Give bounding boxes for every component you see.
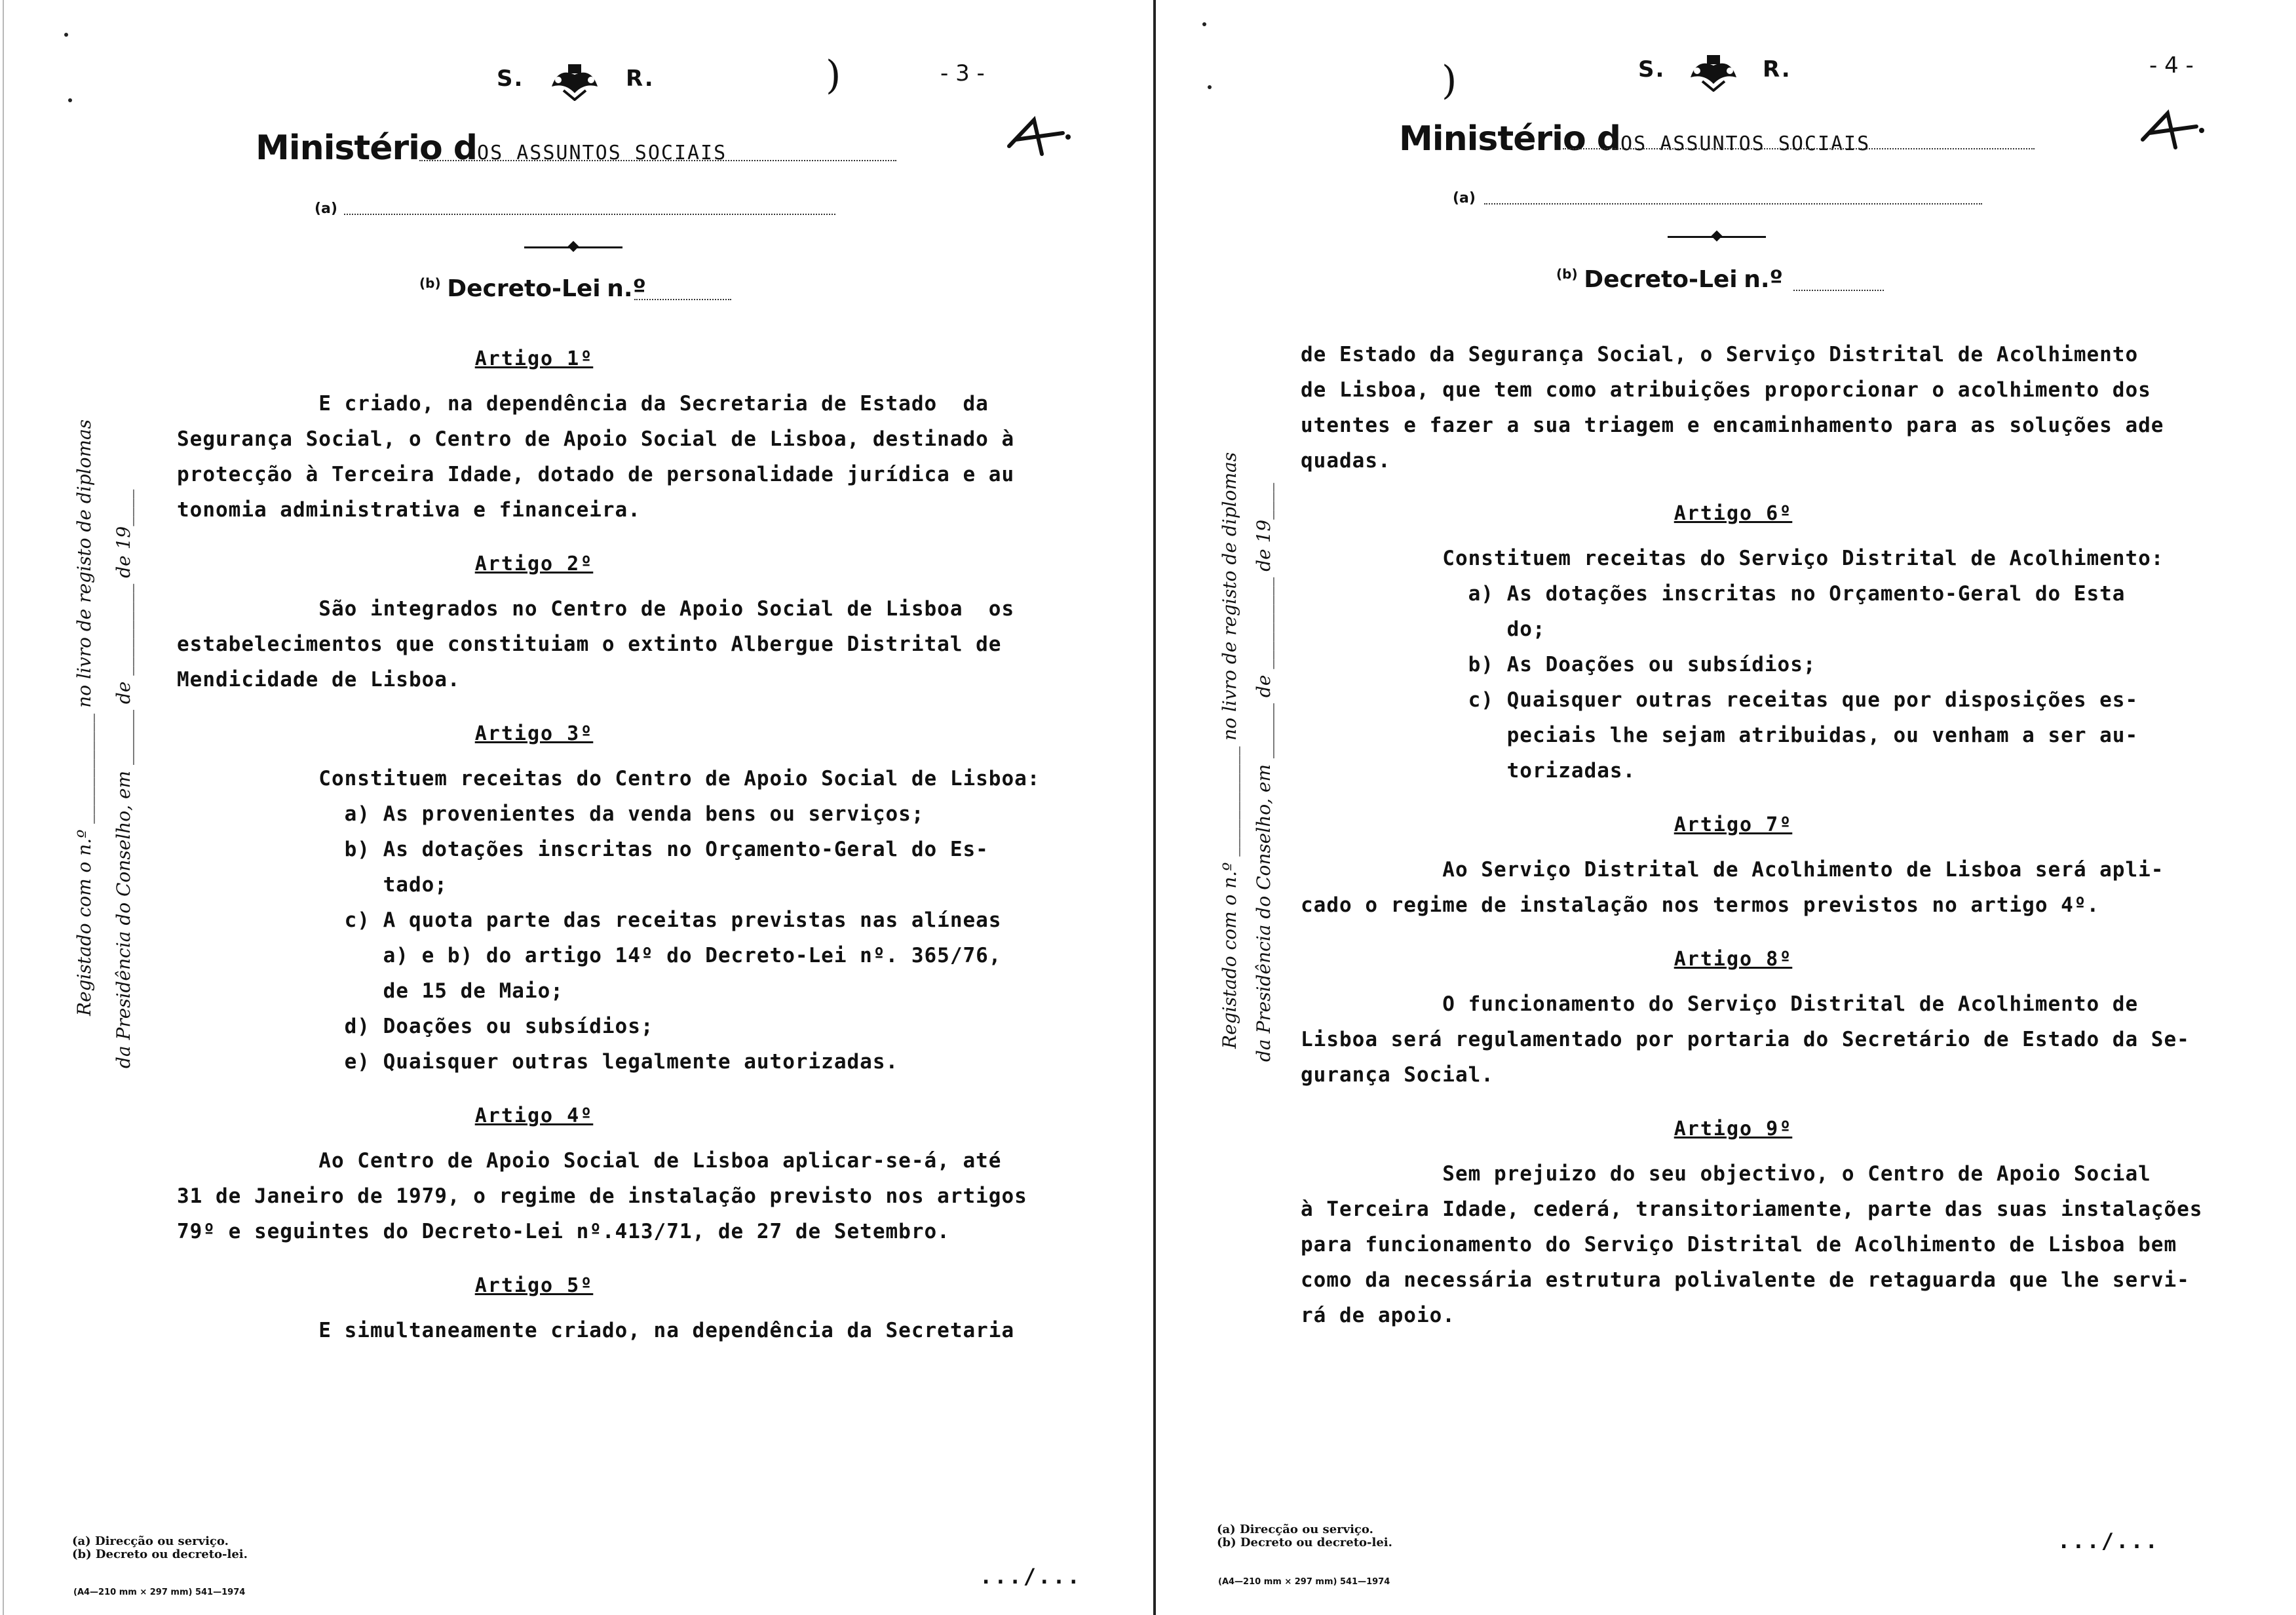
header-left-letter: S.	[497, 66, 524, 92]
decreto-line	[419, 275, 646, 302]
handwritten-mark-icon	[1003, 115, 1075, 161]
decreto-footnote-ref: (b)	[1556, 266, 1578, 282]
page-number: - 4 -	[2149, 52, 2194, 79]
header-right-letter: R.	[1763, 56, 1791, 83]
page-fold	[1153, 0, 1156, 1615]
article-body: Sem prejuizo do seu objectivo, o Centro de Apoio Social à Terceira Idade, cederá, transitoriamente, parte das suas instalações para funcionamento do Serviço Distrital de Acolhimento de Lisboa bem como da necessária estrutura polivalente de retaguarda que lhe servi- rá de apoio.	[1301, 1162, 2203, 1327]
page-number: - 3 -	[940, 60, 985, 87]
article-title: Artigo 6º	[1674, 502, 1793, 525]
article-body: Ao Centro de Apoio Social de Lisboa aplicar-se-á, até 31 de Janeiro de 1979, o regime de instalação previsto nos artigos 79º e seguintes do Decreto-Lei nº.413/71, de 27 de Setembro.	[177, 1149, 1027, 1243]
ministry-name: OS ASSUNTOS SOCIAIS	[1620, 132, 1871, 155]
field-a-label: (a)	[315, 201, 337, 217]
article-title: Artigo 2º	[474, 553, 594, 575]
handwritten-paren: )	[1442, 58, 1457, 104]
ministry-heading	[1399, 119, 1870, 159]
coat-of-arms-icon	[1684, 51, 1743, 92]
form-code: (A4—210 mm × 297 mm) 541—1974	[73, 1587, 246, 1597]
footnotes	[72, 1535, 248, 1561]
handwritten-mark-icon	[2136, 108, 2208, 154]
handwritten-paren: )	[826, 52, 841, 98]
article-body: E simultaneamente criado, na dependência da Secretaria	[177, 1319, 1015, 1342]
footnote-a: (a) Direcção ou serviço.	[1217, 1523, 1373, 1536]
article-title: Artigo 5º	[474, 1274, 594, 1297]
section-divider	[524, 246, 622, 248]
article-title: Artigo 8º	[1674, 948, 1793, 971]
continuation-mark: .../...	[980, 1564, 1082, 1589]
article-body: Ao Serviço Distrital de Acolhimento de Lisboa será apli- cado o regime de instalação nos termos previstos no artigo 4º.	[1301, 858, 2164, 917]
decreto-number-line	[1793, 290, 1884, 291]
field-a-label: (a)	[1453, 190, 1476, 206]
margin-registration-line: Registado com o n.º ____________ no livro de registo de diplomas	[1219, 452, 1240, 1049]
footnote-b: (b) Decreto ou decreto-lei.	[72, 1547, 248, 1561]
field-a-line	[1484, 203, 1982, 204]
document-page-4	[1163, 0, 2296, 1615]
ministry-prefix: Ministério d	[256, 128, 478, 168]
ministry-name: OS ASSUNTOS SOCIAIS	[477, 142, 727, 165]
coat-of-arms-icon	[545, 60, 604, 101]
decreto-number-line	[634, 299, 731, 300]
margin-presidency-line: da Presidência do Conselho, em ______ de __________ de 19____	[113, 489, 134, 1068]
article-title: Artigo 1º	[474, 347, 594, 370]
continuation-mark: .../...	[2057, 1528, 2160, 1553]
ministry-dotted-line	[419, 160, 896, 161]
footnote-a: (a) Direcção ou serviço.	[72, 1534, 229, 1548]
section-divider	[1668, 236, 1766, 238]
article-body: E criado, na dependência da Secretaria de Estado da Segurança Social, o Centro de Apoio Social de Lisboa, destinado à protecção à Terceira Idade, dotado de personalidade jurídica e au tonomia administrativa e financeira.	[177, 392, 1015, 522]
decreto-footnote-ref: (b)	[419, 275, 441, 291]
article-title: Artigo 7º	[1674, 813, 1793, 836]
scan-speck	[68, 98, 72, 102]
scan-speck	[1202, 22, 1206, 26]
scan-edge	[3, 0, 4, 1615]
footnote-b: (b) Decreto ou decreto-lei.	[1217, 1536, 1392, 1549]
ministry-prefix: Ministério d	[1399, 119, 1621, 159]
form-code: (A4—210 mm × 297 mm) 541—1974	[1218, 1577, 1390, 1587]
scan-speck	[64, 33, 68, 37]
articles-block	[1301, 337, 2284, 1333]
articles-block	[177, 347, 1140, 1348]
header-left-letter: S.	[1638, 56, 1666, 83]
decreto-number-label: n.º	[1744, 266, 1783, 293]
article-title: Artigo 3º	[474, 722, 594, 745]
decreto-label: Decreto-Lei	[447, 275, 601, 302]
decreto-label: Decreto-Lei	[1584, 266, 1738, 293]
margin-registration-line: Registado com o n.º ____________ no livro de registo de diplomas	[73, 419, 95, 1016]
scan-speck	[1208, 85, 1212, 89]
field-a-line	[344, 214, 835, 215]
article-body: Constituem receitas do Centro de Apoio Social de Lisboa: a) As provenientes da venda bens ou serviços; b) As dotações inscritas no Orçamento-Geral do Es- tado; c) A quota parte das receitas previstas nas alíneas a) e b) do artigo 14º do Decreto-Lei nº. 365/76, de 15 de Maio; d) Doações ou subsídios; e) Quaisquer outras legalmente autorizadas.	[318, 767, 1041, 1074]
header-right-letter: R.	[626, 66, 655, 92]
decreto-line	[1556, 266, 1783, 293]
article-title: Artigo 4º	[474, 1104, 594, 1127]
article-body: São integrados no Centro de Apoio Social de Lisboa os estabelecimentos que constituiam o extinto Albergue Distrital de Mendicidade de Lisboa.	[177, 597, 1015, 691]
continued-text: de Estado da Segurança Social, o Serviço Distrital de Acolhimento de Lisboa, que tem como atribuições proporcionar o acolhimento dos utentes e fazer a sua triagem e encaminhamento para as soluções ade quadas.	[1301, 343, 2164, 473]
decreto-number-label: n.º	[607, 275, 646, 302]
article-body: Constituem receitas do Serviço Distrital de Acolhimento: a) As dotações inscritas no Orçamento-Geral do Esta do; b) As Doações ou subsídios; c) Quaisquer outras receitas que por disposições es- peciais lhe sejam atribuidas, ou venham a ser au- torizadas.	[1442, 547, 2164, 783]
footnotes	[1217, 1523, 1392, 1549]
margin-presidency-line: da Presidência do Conselho, em ______ de __________ de 19____	[1253, 482, 1274, 1062]
article-body: O funcionamento do Serviço Distrital de Acolhimento de Lisboa será regulamentado por portaria do Secretário de Estado da Se- gurança Social.	[1301, 992, 2190, 1087]
ministry-heading	[256, 128, 727, 168]
ministry-dotted-line	[1563, 148, 2035, 149]
article-title: Artigo 9º	[1674, 1118, 1793, 1140]
